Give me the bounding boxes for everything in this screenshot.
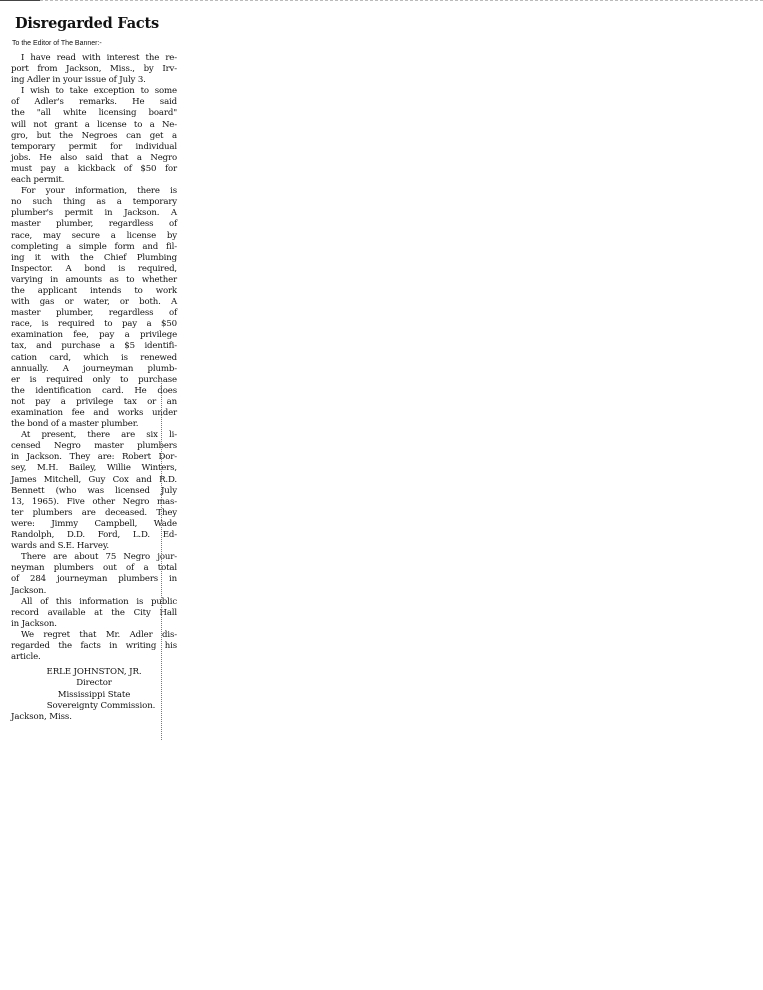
letter-column [11, 14, 177, 723]
text-line: temporary permit for individual [11, 141, 177, 152]
text-line: 13, 1965). Five other Negro mas- [11, 496, 177, 507]
signature-block [11, 667, 177, 723]
text-line: will not grant a license to a Ne- [11, 119, 177, 130]
paragraph [11, 186, 177, 430]
text-line: record available at the City Hall [11, 607, 177, 618]
text-line: cation card, which is renewed [11, 352, 177, 363]
signer-title: Director [76, 678, 112, 689]
text-line: the bond of a master plumber. [11, 419, 139, 430]
text-line: ing Adler in your issue of July 3. [11, 75, 146, 86]
paragraph [11, 597, 177, 630]
text-line: the identification card. He does [11, 385, 177, 396]
text-line: the "all white licensing board" [11, 108, 177, 119]
text-line: All of this information is public [21, 596, 177, 607]
text-line: master plumber, regardless of [11, 219, 177, 230]
letter-body [11, 53, 177, 663]
text-line: tax, and purchase a $5 identifi- [11, 341, 177, 352]
text-line: ing it with the Chief Plumbing [11, 252, 177, 263]
signer-org-line2: Sovereignty Commission. [46, 700, 156, 711]
text-line: in Jackson. [11, 618, 57, 629]
paragraph [11, 552, 177, 596]
column-gutter-dots [161, 380, 165, 740]
text-line: I wish to take exception to some [21, 86, 177, 97]
paragraph [11, 53, 177, 86]
paragraph [11, 430, 177, 552]
text-line: article. [11, 652, 41, 663]
text-line: of Adler's remarks. He said [11, 97, 177, 108]
text-line: ter plumbers are deceased. They [11, 507, 177, 518]
top-border [0, 0, 763, 4]
text-line: race, is required to pay a $50 [11, 319, 177, 330]
text-line: not pay a privilege tax or an [11, 396, 177, 407]
text-line: master plumber, regardless of [11, 308, 177, 319]
text-line: were: Jimmy Campbell, Wade [11, 518, 177, 529]
salutation: To the Editor of The Banner:- [12, 40, 102, 47]
text-line: no such thing as a temporary [11, 197, 177, 208]
text-line: plumber's permit in Jackson. A [11, 208, 177, 219]
text-line: with gas or water, or both. A [11, 297, 177, 308]
text-line: James Mitchell, Guy Cox and R.D. [11, 474, 177, 485]
text-line: Randolph, D.D. Ford, L.D. Ed- [11, 530, 177, 541]
text-line: neyman plumbers out of a total [11, 563, 177, 574]
text-line: race, may secure a license by [11, 230, 177, 241]
text-line: censed Negro master plumbers [11, 441, 177, 452]
text-line: For your information, there is [21, 186, 177, 197]
signer-name: ERLE JOHNSTON, JR. [46, 667, 142, 678]
text-line: I have read with interest the re- [21, 53, 177, 63]
text-line: the applicant intends to work [11, 285, 177, 296]
text-line: annually. A journeyman plumb- [11, 363, 177, 374]
text-line: port from Jackson, Miss., by Irv- [11, 64, 177, 75]
text-line: in Jackson. They are: Robert Dor- [11, 452, 177, 463]
paragraph [11, 86, 177, 186]
text-line: jobs. He also said that a Negro [11, 152, 177, 163]
text-line: examination fee and works under [11, 408, 177, 418]
text-line: varying in amounts as to whether [11, 274, 177, 285]
text-line: sey, M.H. Bailey, Willie Winters, [11, 463, 177, 474]
text-line: We regret that Mr. Adler dis- [21, 629, 177, 640]
text-line: of 284 journeyman plumbers in [11, 574, 177, 585]
text-line: Jackson. [11, 585, 47, 596]
text-line: completing a simple form and fil- [11, 241, 177, 252]
text-line: must pay a kickback of $50 for [11, 163, 177, 174]
paragraph [11, 630, 177, 663]
text-line: examination fee, pay a privilege [11, 330, 177, 341]
signer-org-line1: Mississippi State [57, 689, 131, 700]
text-line: At present, there are six li- [21, 430, 177, 441]
text-line: gro, but the Negroes can get a [11, 130, 177, 141]
text-line: regarded the facts in writing his [11, 640, 177, 651]
text-line: wards and S.E. Harvey. [11, 541, 109, 552]
text-line: er is required only to purchase [11, 374, 177, 385]
text-line: Inspector. A bond is required, [11, 263, 177, 274]
headline: Disregarded Facts [15, 15, 160, 32]
text-line: There are about 75 Negro jour- [21, 552, 177, 563]
signer-location: Jackson, Miss. [11, 711, 72, 722]
top-border-mark [0, 0, 40, 1]
text-line: Bennett (who was licensed July [11, 485, 177, 496]
text-line: each permit. [11, 175, 65, 186]
